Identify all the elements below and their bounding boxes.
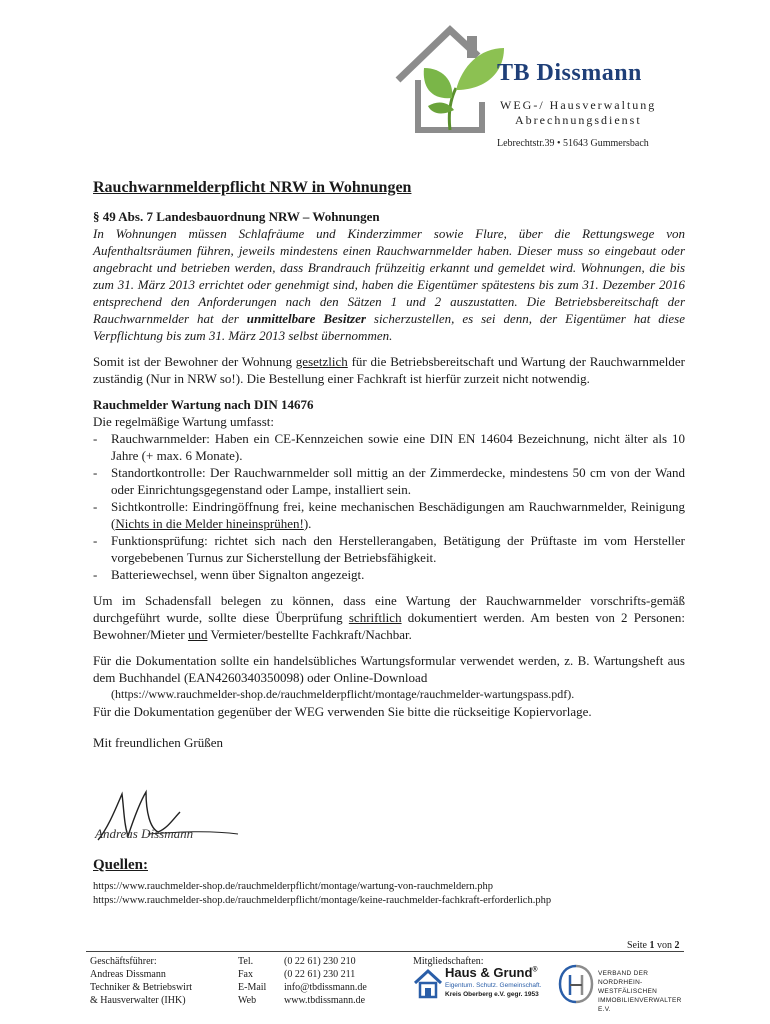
footer-text: Techniker & Betriebswirt: [90, 982, 193, 993]
hg-sup: ®: [532, 966, 538, 974]
company-address: Lebrechtstr.39 • 51643 Gummersbach: [497, 138, 649, 149]
para3-c: Vermieter/bestellte Fachkraft/Nachbar.: [207, 627, 412, 642]
source-link[interactable]: https://www.rauchmelder-shop.de/rauchmelderpflicht/montage/keine-rauchmelder-fachkraft-erforderlich.php: [93, 895, 552, 906]
company-subtitle-2: Abrechnungsdienst: [515, 113, 642, 127]
list-item: [93, 498, 685, 532]
para3-b: dokumentiert werden. Am besten von 2 Personen: Bewohner/Mieter: [93, 610, 685, 642]
footer-fax: (0 22 61) 230 211: [284, 969, 356, 980]
document-body: [93, 208, 685, 751]
page-of: von: [654, 940, 675, 951]
verband-logo: [556, 963, 686, 1013]
para2-b: für die Betriebsbereitschaft und Wartung der Rauchwarnmelder zuständig (Nur in NRW so!). Die Bestellung einer Fachkraft ist hierfür zurzeit nicht notwendig.: [93, 354, 686, 386]
section-heading-law: § 49 Abs. 7 Landesbauordnung NRW – Wohnungen: [93, 209, 380, 224]
footer-phone: (0 22 61) 230 210: [284, 956, 356, 967]
download-url: (https://www.rauchmelder-shop.de/rauchmelderpflicht/montage/rauchmelder-wartungspass.pdf).: [111, 687, 575, 701]
house-with-leaves-icon: [392, 18, 510, 142]
law-text-bold: unmittelbare Besitzer: [246, 311, 366, 326]
section-heading-maintenance: Rauchmelder Wartung nach DIN 14676: [93, 397, 314, 412]
company-subtitle-1: WEG-/ Hausverwaltung: [500, 98, 657, 112]
footer-text: Andreas Dissmann: [90, 969, 166, 980]
document-title: Rauchwarnmelderpflicht NRW in Wohnungen: [93, 179, 412, 196]
footer-text: Geschäftsführer:: [90, 956, 157, 967]
footer-text: & Hausverwalter (IHK): [90, 995, 186, 1006]
page-label: Seite: [627, 940, 650, 951]
weg-paragraph: Für die Dokumentation gegenüber der WEG verwenden Sie bitte die rückseitige Kopiervorlage.: [93, 704, 592, 719]
footer-label: E-Mail: [238, 982, 267, 993]
vdn-line: NORDRHEIN-WESTFÄLISCHEN: [598, 979, 658, 995]
signature-name: Andreas Dissmann: [95, 826, 194, 841]
vdn-line: IMMOBILIENVERWALTER E.V.: [598, 997, 682, 1013]
closing-greeting: Mit freundlichen Grüßen: [93, 735, 223, 750]
footer-label: Tel.: [238, 956, 254, 967]
para3-a: Um im Schadensfall belegen zu können, dass eine Wartung der Rauchwarnmelder vorschrifts-gemäß durchgeführt wurde, sollte diese Überprüfung: [93, 593, 685, 625]
vdn-emblem-icon: [556, 963, 596, 1005]
hg-name: Haus & Grund: [445, 965, 533, 980]
footer-contact-labels: [238, 955, 266, 1007]
footer-label: Web: [238, 995, 257, 1006]
footer-email[interactable]: info@tbdissmann.de: [284, 982, 367, 993]
list-item: - Standortkontrolle: Der Rauchwarnmelder soll mittig an der Zimmerdecke, mindestens 50 cm von der Wand oder Einrichtungsgegenstand oder Lampe, installiert sein.: [93, 464, 685, 498]
footer-web[interactable]: www.tbdissmann.de: [284, 995, 366, 1006]
responsibility-paragraph: [93, 353, 685, 387]
sources-title: Quellen:: [93, 857, 148, 873]
memberships-label: Mitgliedschaften:: [413, 956, 484, 967]
para2-underline: gesetzlich: [295, 354, 348, 369]
vdn-line: VERBAND DER: [598, 970, 649, 977]
house-icon: [413, 967, 443, 999]
list-item: - Rauchwarnmelder: Haben ein CE-Kennzeichen sowie eine DIN EN 14604 Bezeichnung, nicht älter als 10 Jahre (+ max. 6 Monate).: [93, 430, 685, 464]
para3-underline-2: und: [187, 627, 208, 642]
law-text-b: sicherzustellen, es sei denn, der Eigentümer hat diese Verpflichtung bis zum 31. März 2013 selbst übernommen.: [93, 311, 686, 343]
documentation-paragraph: [93, 592, 685, 643]
maintenance-intro: Die regelmäßige Wartung umfasst:: [93, 414, 275, 429]
form-paragraph: Für die Dokumentation sollte ein handelsübliches Wartungsformular verwendet werden, z. B. Wartungsheft aus dem Buchhandel (EAN4260340350098) oder Online-Download: [93, 653, 685, 685]
item3-b: ).: [303, 516, 312, 531]
law-text-a: In Wohnungen müssen Schlafräume und Kinderzimmer sowie Flure, über die Rettungswege von Aufenthaltsräumen führen, jeweils mindestens einen Rauchwarnmelder haben. Dieser muss so eingebaut oder angebracht und betrieben werden, dass Brandrauch frühzeitig erkannt und gemeldet wird. Wohnungen, die bis zum 31. März 2013 errichtet oder genehmigt sind, haben die Eigentümer spätestens bis zum 31. Dezember 2016 entsprechend den Anforderungen nach den Sätzen 1 und 2 auszustatten. Die Betriebsbereitschaft der Rauchwarnmelder hat der: [93, 226, 685, 326]
page-number: [627, 940, 680, 951]
haus-und-grund-logo: [413, 965, 553, 1003]
footer-contact-values: [284, 955, 367, 1007]
para3-underline-1: schriftlich: [348, 610, 402, 625]
footer-divider: [86, 951, 684, 952]
company-name: TB Dissmann: [497, 60, 642, 86]
hg-region: Kreis Oberberg e.V. gegr. 1953: [445, 991, 539, 998]
vdn-text: [598, 969, 686, 1014]
footer-manager: [90, 955, 192, 1007]
page-total: 2: [674, 940, 680, 951]
item3-underline: Nichts in die Melder hineinsprühen!: [115, 516, 304, 531]
list-item: - Batteriewechsel, wenn über Signalton angezeigt.: [93, 566, 685, 583]
footer-label: Fax: [238, 969, 253, 980]
hg-slogan: Eigentum. Schutz. Gemeinschaft.: [445, 982, 542, 989]
item3-a: Sichtkontrolle: Eindringöffnung frei, keine mechanischen Beschädigungen am Rauchwarnmelder, Reinigung (: [111, 499, 685, 531]
source-link[interactable]: https://www.rauchmelder-shop.de/rauchmelderpflicht/montage/wartung-von-rauchmeldern.php: [93, 881, 494, 892]
law-text: [93, 225, 685, 344]
list-item: - Funktionsprüfung: richtet sich nach den Herstellerangaben, Betätigung der Prüftaste im vom Hersteller vorgebebenen Turnus zur Sicherstellung der Betriebsfähigkeit.: [93, 532, 685, 566]
maintenance-list: [93, 430, 685, 583]
page-current: 1: [649, 940, 655, 951]
para2-a: Somit ist der Bewohner der Wohnung: [93, 354, 296, 369]
